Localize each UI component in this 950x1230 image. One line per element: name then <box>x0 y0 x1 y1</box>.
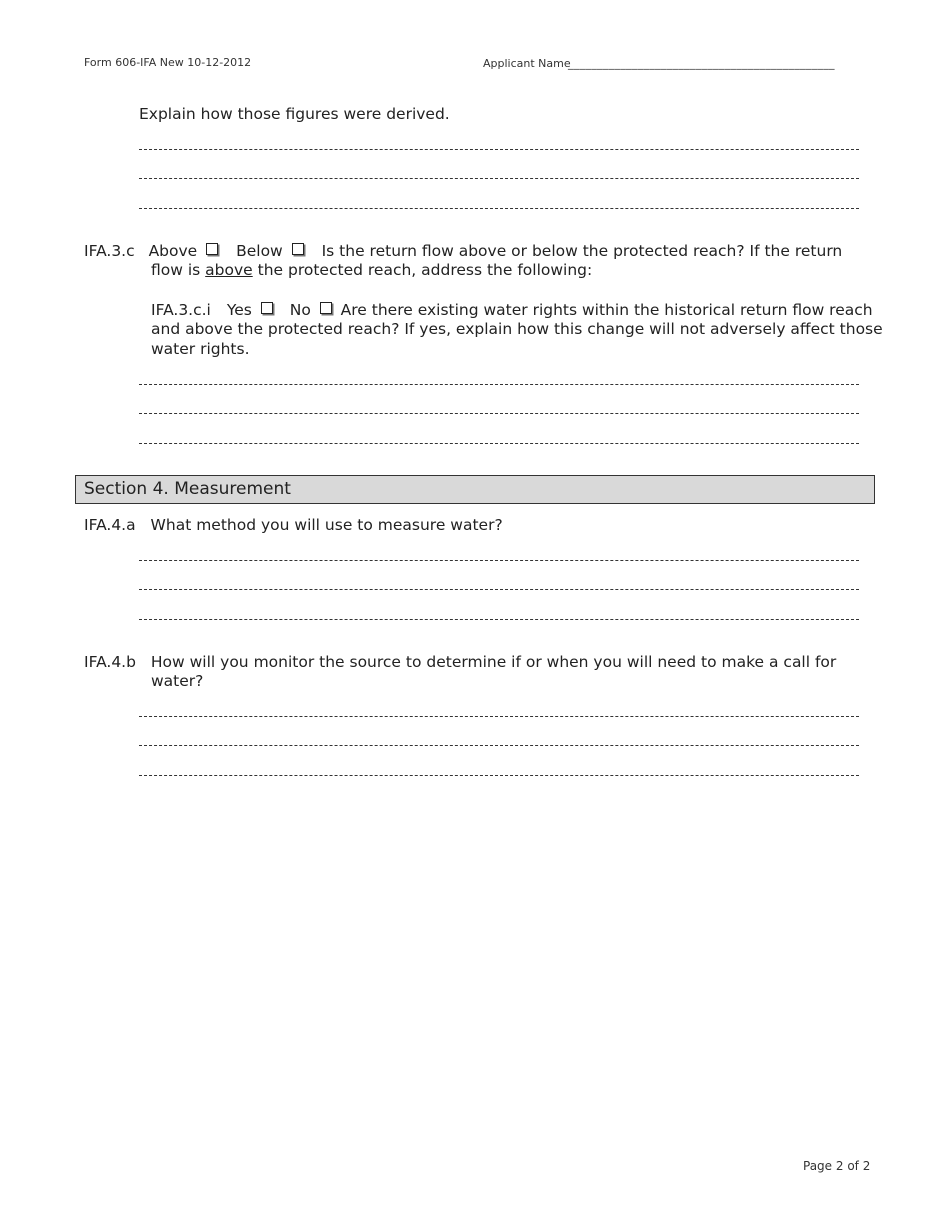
below-checkbox[interactable] <box>292 243 304 255</box>
ifa-4a-code: IFA.4.a <box>84 516 136 534</box>
ifa-4b-question-line2: water? <box>151 672 204 690</box>
below-label: Below <box>236 242 283 260</box>
no-label: No <box>289 301 311 319</box>
ifa-3ci-question: Are there existing water rights within the historical return flow reach <box>340 301 873 319</box>
ifa-3ci-code: IFA.3.c.i <box>151 301 211 319</box>
yes-checkbox[interactable] <box>261 302 273 314</box>
answer-line[interactable] <box>139 560 859 561</box>
answer-line[interactable] <box>139 443 859 444</box>
ifa-3ci-question-line3: water rights. <box>151 340 250 358</box>
answer-line[interactable] <box>139 149 859 150</box>
yes-label: Yes <box>226 301 252 319</box>
applicant-name-field[interactable]: ______________________________________________ <box>568 57 835 70</box>
answer-line[interactable] <box>139 178 859 179</box>
answer-line[interactable] <box>139 775 859 776</box>
ifa-4b-code: IFA.4.b <box>84 653 136 671</box>
ifa-4b-question: How will you monitor the source to determine if or when you will need to make a call for <box>150 653 837 671</box>
applicant-name-label: Applicant Name <box>483 57 571 70</box>
no-checkbox[interactable] <box>320 302 332 314</box>
ifa-3c-question-post: the protected reach, address the following: <box>257 261 593 279</box>
ifa-3c-question-line2 <box>151 260 592 280</box>
ifa-4a-question: What method you will use to measure water? <box>150 516 503 534</box>
answer-line[interactable] <box>139 716 859 717</box>
ifa-3c-question: Is the return flow above or below the protected reach? If the return <box>321 242 843 260</box>
explain-figures-prompt: Explain how those figures were derived. <box>139 105 450 123</box>
answer-line[interactable] <box>139 413 859 414</box>
answer-line[interactable] <box>139 745 859 746</box>
answer-line[interactable] <box>139 619 859 620</box>
section-title: Section 4. Measurement <box>84 479 291 499</box>
above-label: Above <box>148 242 198 260</box>
ifa-3c-code: IFA.3.c <box>84 242 135 260</box>
answer-line[interactable] <box>139 384 859 385</box>
answer-line[interactable] <box>139 208 859 209</box>
ifa-3ci-question-line2: and above the protected reach? If yes, explain how this change will not adversely affect those <box>151 320 883 338</box>
ifa-4b-row <box>84 652 836 672</box>
page-number: Page 2 of 2 <box>803 1159 871 1173</box>
ifa-3c-question-pre: flow is <box>151 261 201 279</box>
ifa-3c-row <box>84 241 842 261</box>
ifa-4a-row <box>84 515 503 535</box>
above-checkbox[interactable] <box>206 243 218 255</box>
answer-line[interactable] <box>139 589 859 590</box>
ifa-3c-question-underlined: above <box>205 261 253 279</box>
ifa-3ci-row <box>151 300 873 320</box>
form-id: Form 606-IFA New 10-12-2012 <box>84 56 252 69</box>
section-4-header <box>75 475 875 504</box>
